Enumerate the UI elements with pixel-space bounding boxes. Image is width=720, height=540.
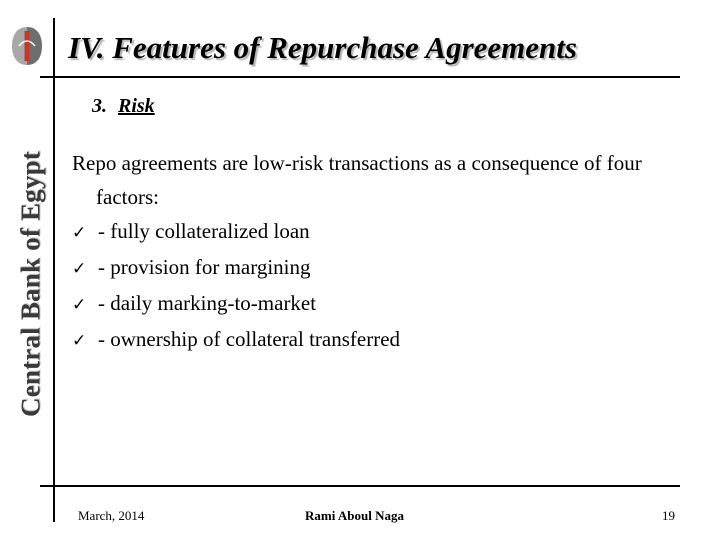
vertical-divider <box>53 18 55 522</box>
section-number: 3. <box>92 95 107 117</box>
slide-title: IV. Features of Repurchase Agreements <box>68 30 577 65</box>
factor-list <box>72 214 672 358</box>
footer-author: Rami Aboul Naga <box>305 508 404 523</box>
intro-text: Repo agreements are low-risk transactions as a consequence of four factors: <box>72 151 642 209</box>
title-divider <box>40 76 680 78</box>
list-item <box>72 286 672 322</box>
list-item-text: - provision for margining <box>98 255 311 279</box>
list-item <box>72 322 672 358</box>
footer-divider <box>40 485 680 487</box>
list-item <box>72 250 672 286</box>
list-item <box>72 214 672 250</box>
list-item-text: - fully collateralized loan <box>98 219 310 243</box>
page-number: 19 <box>662 508 675 523</box>
organization-name: Central Bank of Egypt <box>15 151 46 417</box>
section-heading <box>92 95 155 118</box>
check-icon: ✓ <box>72 331 87 351</box>
section-label: Risk <box>118 95 155 117</box>
footer-date: March, 2014 <box>78 508 145 523</box>
list-item-text: - ownership of collateral transferred <box>98 327 401 351</box>
central-bank-logo <box>10 24 44 68</box>
check-icon: ✓ <box>72 295 87 315</box>
check-icon: ✓ <box>72 259 87 279</box>
slide-body <box>72 146 672 358</box>
list-item-text: - daily marking-to-market <box>98 291 317 315</box>
check-icon: ✓ <box>72 223 87 243</box>
